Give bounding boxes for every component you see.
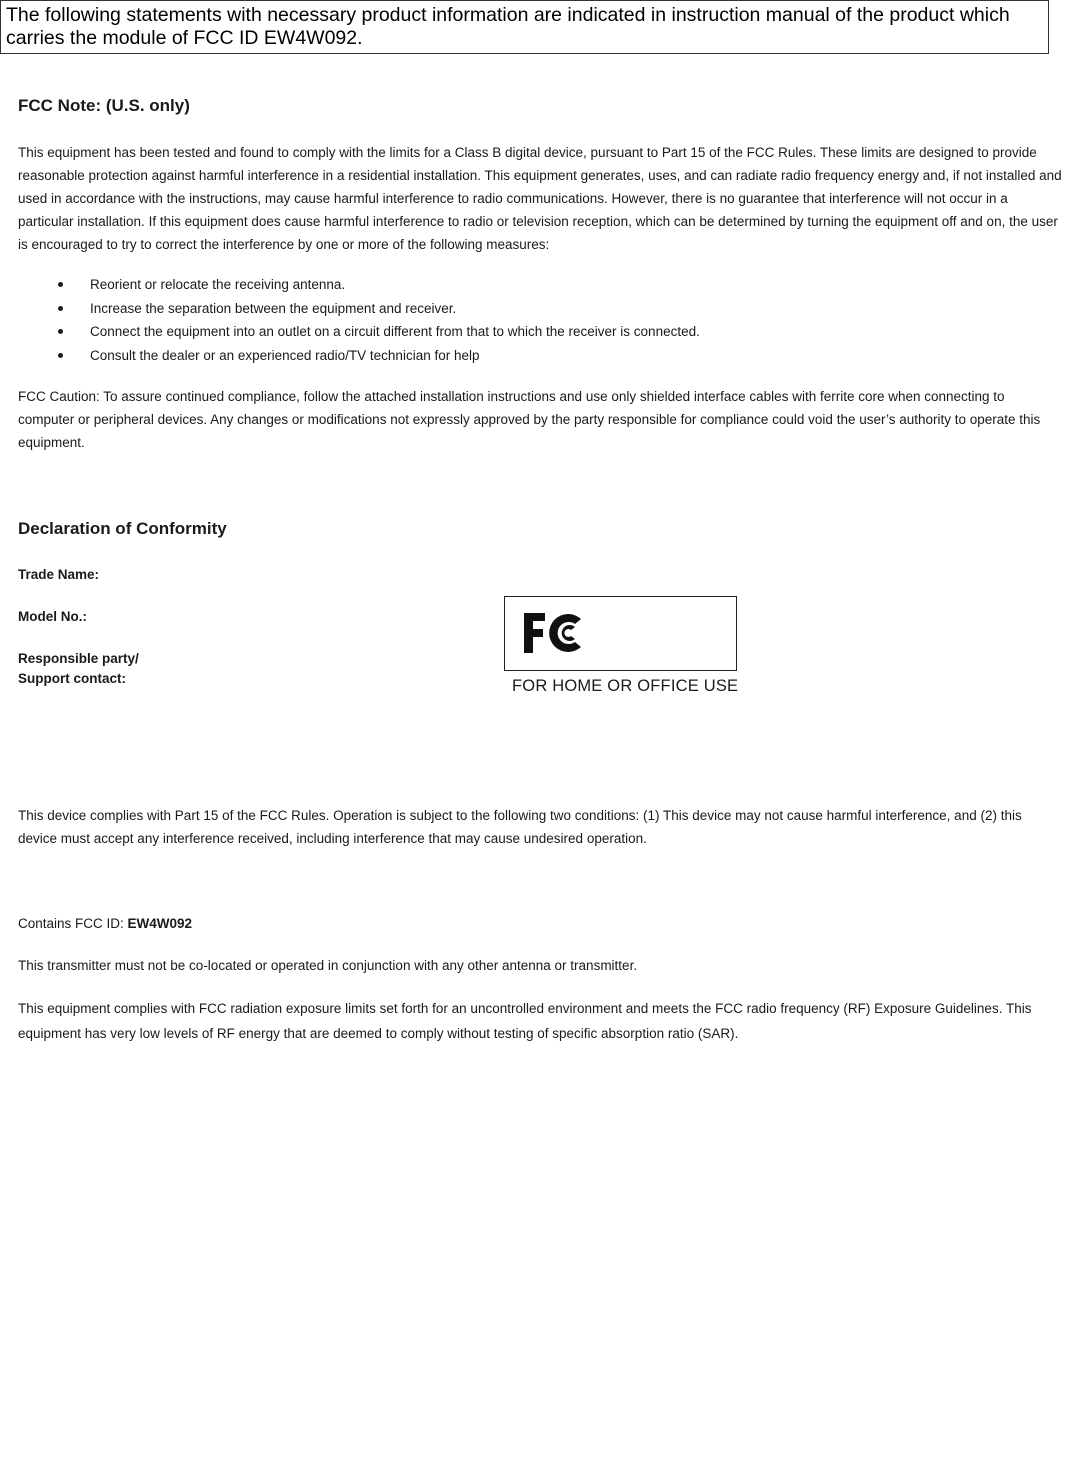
fcc-note-heading: FCC Note: (U.S. only) xyxy=(18,96,190,115)
measure-text: Connect the equipment into an outlet on a circuit different from that to which the receiver is connected. xyxy=(90,324,700,339)
bullet-icon xyxy=(58,353,63,358)
header-notice-line-2: carries the module of FCC ID EW4W092. xyxy=(6,27,363,49)
header-notice-box xyxy=(0,0,1049,54)
fcc-caution-paragraph: FCC Caution: To assure continued compliance, follow the attached installation instructions and use only shielded interface cables with ferrite core when connecting to computer or peripheral devices. Any changes or modifications not expressly approved by the party responsible for compliance could void the user’s authority to operate this equipment. xyxy=(18,389,1041,450)
header-notice-line-1: The following statements with necessary product information are indicated in instruction manual of the product which xyxy=(6,4,1010,26)
bullet-icon xyxy=(58,306,63,311)
rf-exposure-statement: This equipment complies with FCC radiation exposure limits set forth for an uncontrolled environment and meets the FCC radio frequency (RF) Exposure Guidelines. This equipment has very low levels of RF energy that are deemed to comply without testing of specific absorption ratio (SAR). xyxy=(18,1001,1032,1041)
list-item xyxy=(18,273,700,297)
contains-fcc-id-line xyxy=(18,912,1063,935)
bullet-icon xyxy=(58,282,63,287)
list-item xyxy=(18,320,700,344)
bullet-icon xyxy=(58,329,63,334)
list-item xyxy=(18,297,700,321)
declaration-heading: Declaration of Conformity xyxy=(18,519,227,538)
colocation-statement: This transmitter must not be co-located or operated in conjunction with any other antenna or transmitter. xyxy=(18,958,638,973)
responsible-party-label: Responsible party/ xyxy=(18,651,139,666)
support-contact-label: Support contact: xyxy=(18,671,126,686)
contains-fcc-id-label: Contains FCC ID: xyxy=(18,916,128,931)
measure-text: Increase the separation between the equipment and receiver. xyxy=(90,300,457,316)
compliance-statement: This device complies with Part 15 of the FCC Rules. Operation is subject to the following two conditions: (1) This device may not cause harmful interference, and (2) this device must accept any interference received, including interference that may cause undesired operation. xyxy=(18,808,1022,846)
fcc-logo-icon xyxy=(523,612,589,654)
trade-name-label: Trade Name: xyxy=(18,567,100,582)
fcc-id-value: EW4W092 xyxy=(127,916,193,931)
list-item xyxy=(18,344,700,368)
model-no-label: Model No.: xyxy=(18,609,87,624)
measure-text: Reorient or relocate the receiving antenna. xyxy=(90,277,346,292)
home-office-caption: FOR HOME OR OFFICE USE xyxy=(512,677,739,695)
measure-text: Consult the dealer or an experienced radio/TV technician for help xyxy=(90,347,480,363)
interference-measures-list xyxy=(18,273,700,367)
fcc-logo-box xyxy=(504,596,737,671)
fcc-note-paragraph: This equipment has been tested and found to comply with the limits for a Class B digital device, pursuant to Part 15 of the FCC Rules. These limits are designed to provide reasonable protection against harmful interference in a residential installation. This equipment generates, uses, and can radiate radio frequency energy and, if not installed and used in accordance with the instructions, may cause harmful interference to radio communications. However, there is no guarantee that interference will not occur in a particular installation. If this equipment does cause harmful interference to radio or television reception, which can be determined by turning the equipment off and on, the user is encouraged to try to correct the interference by one or more of the following measures: xyxy=(18,145,1062,252)
